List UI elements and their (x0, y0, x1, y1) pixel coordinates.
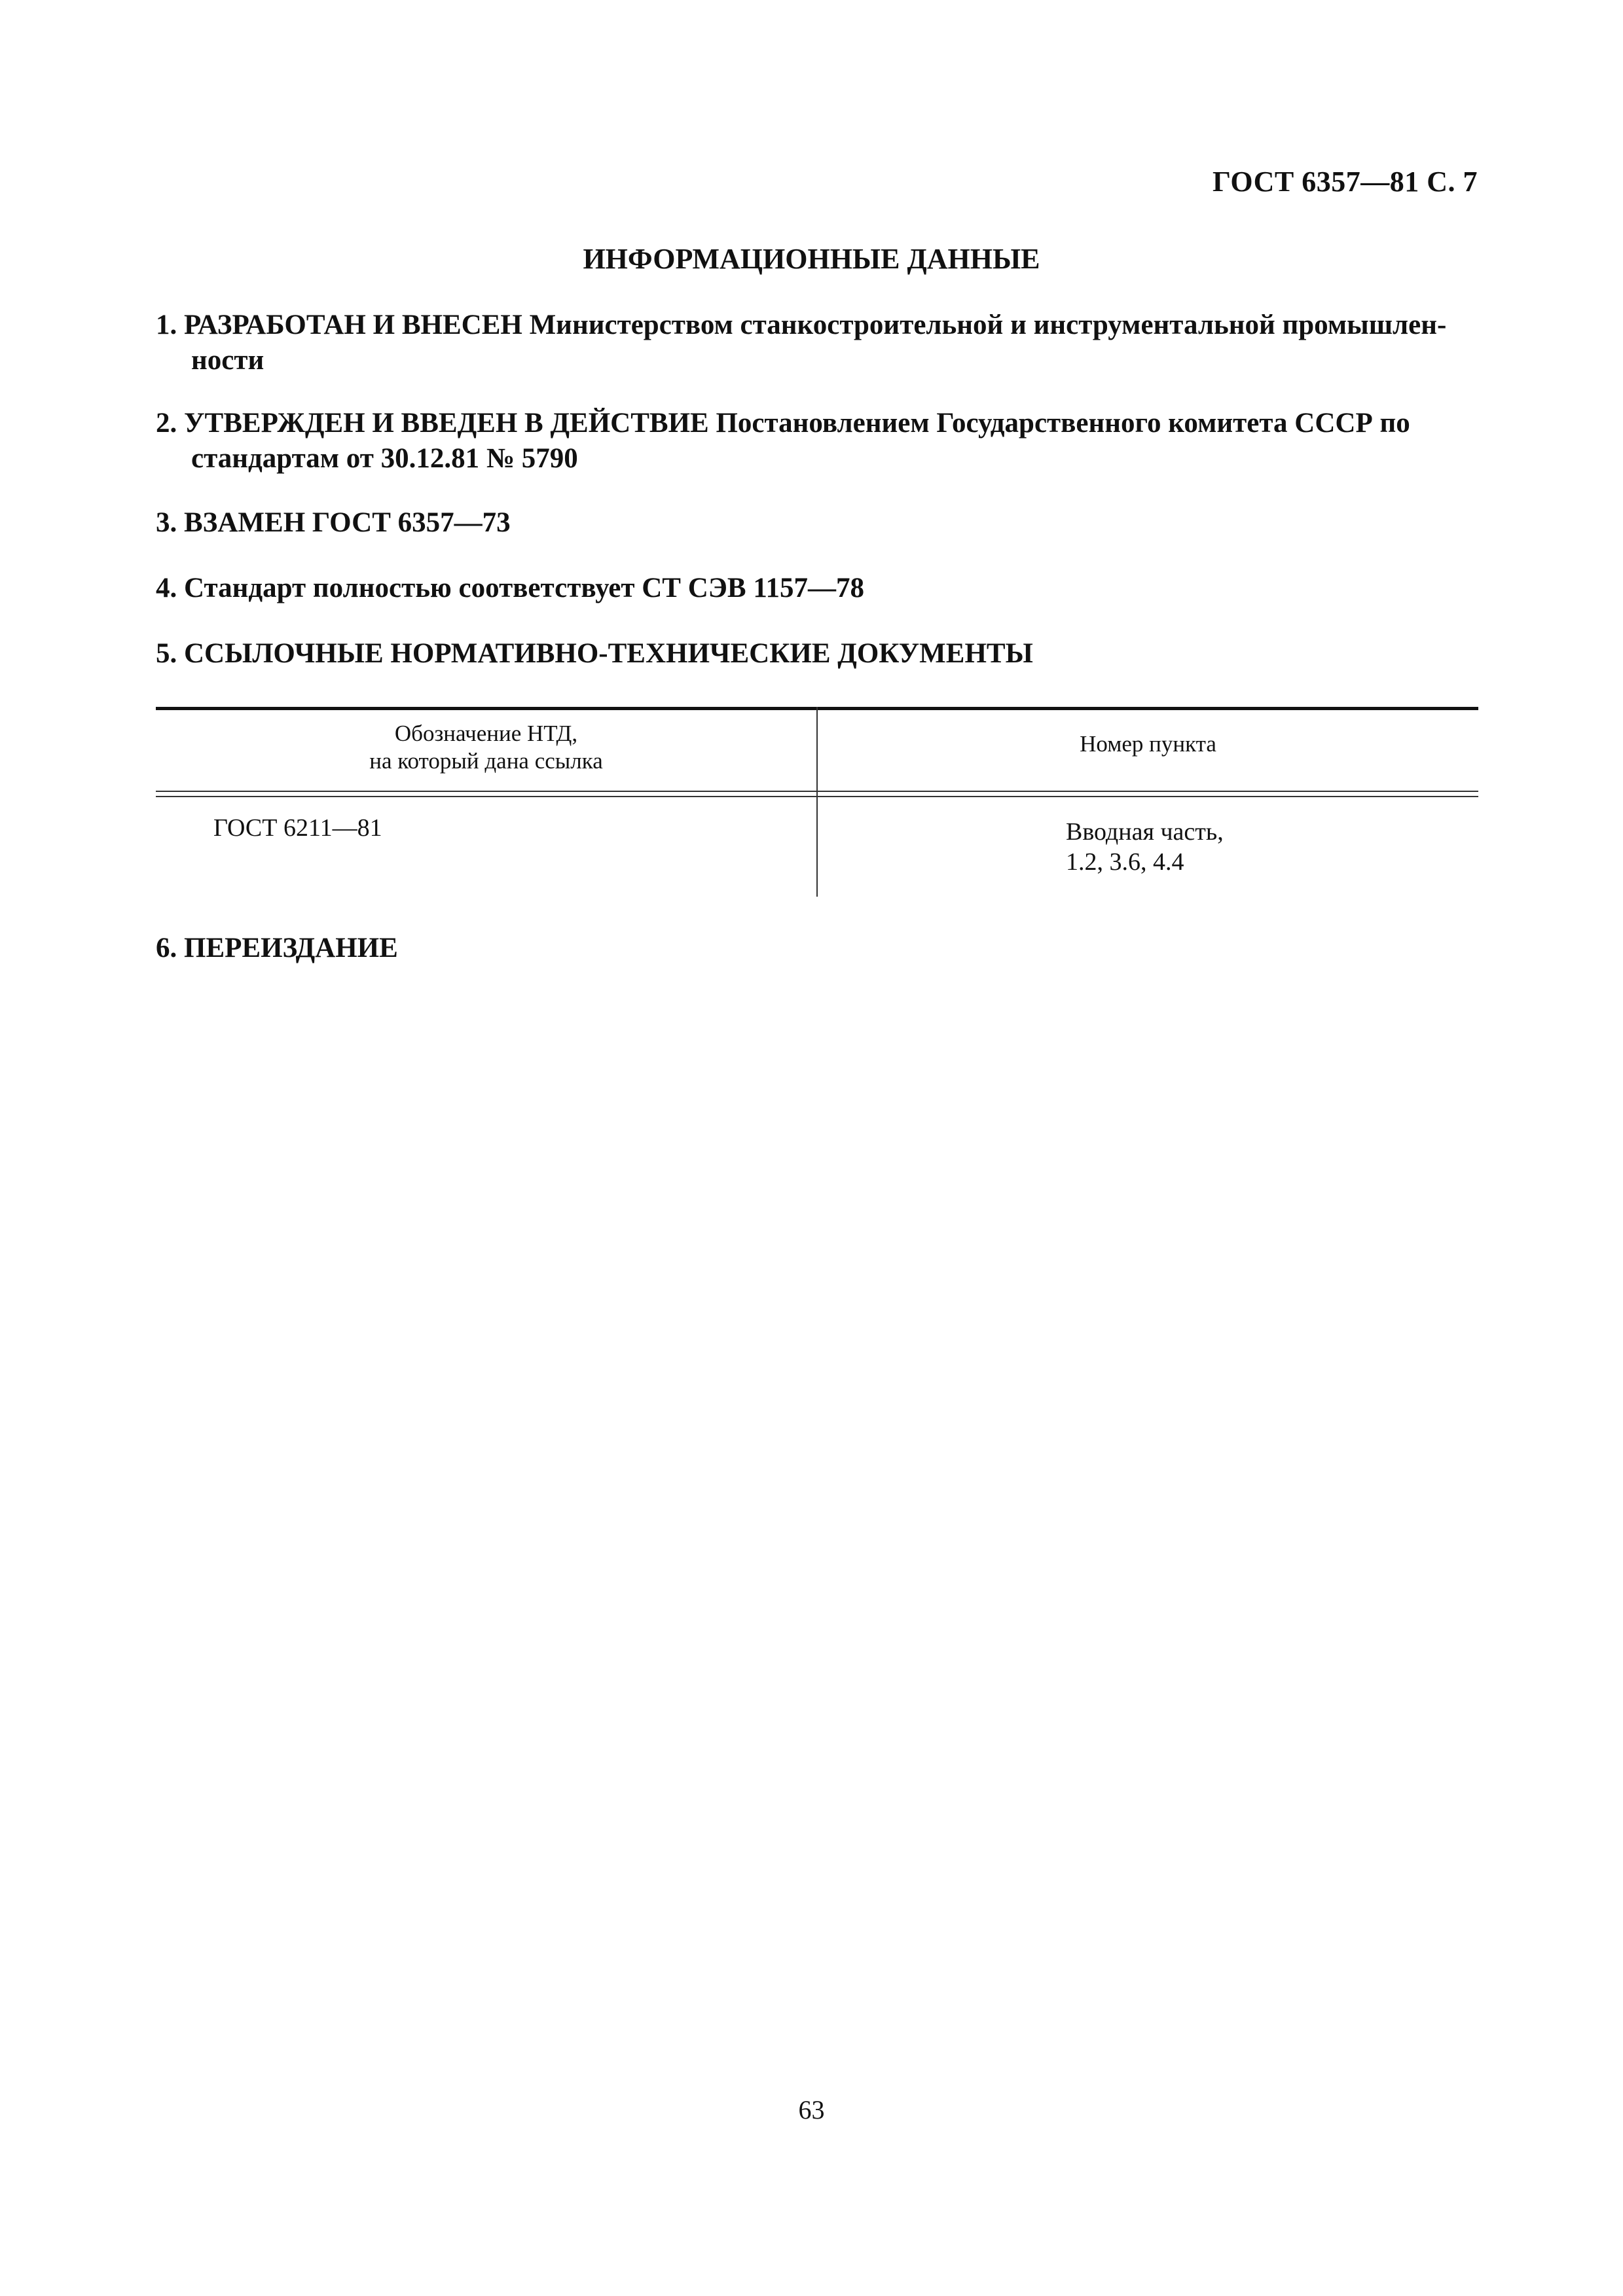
page-title: ИНФОРМАЦИОННЫЕ ДАННЫЕ (583, 243, 1040, 275)
item-text: ПЕРЕИЗДАНИЕ (184, 933, 398, 963)
item-text: ССЫЛОЧНЫЕ НОРМАТИВНО-ТЕХНИЧЕСКИЕ ДОКУМЕНТЫ (184, 638, 1033, 669)
table-header-ntd (156, 720, 816, 775)
item-text: Министерством станкостроительной и инструментальной промышлен- (529, 310, 1447, 340)
item-label: РАЗРАБОТАН И ВНЕСЕН (184, 310, 522, 340)
table-header-line: на который дана ссылка (369, 748, 603, 774)
item-number: 6. (156, 933, 177, 963)
item-text-continued: ности (191, 345, 264, 376)
info-item-5 (156, 636, 1478, 672)
table-header-rule (156, 796, 1478, 797)
reference-documents-table (156, 707, 1478, 897)
info-item-4 (156, 571, 1478, 606)
table-cell-doc: ГОСТ 6211—81 (213, 814, 382, 842)
info-item-3 (156, 505, 1478, 541)
item-number: 5. (156, 638, 177, 669)
item-number: 1. (156, 310, 177, 340)
page-number: 63 (798, 2095, 825, 2125)
item-text: ВЗАМЕН ГОСТ 6357—73 (184, 507, 511, 538)
item-number: 4. (156, 573, 177, 603)
table-header-rule (156, 791, 1478, 792)
table-cell-clause (1066, 817, 1224, 877)
table-header-clause: Номер пункта (1080, 731, 1216, 757)
item-number: 3. (156, 507, 177, 538)
info-item-2 (156, 406, 1478, 476)
table-cell-line: Вводная часть, (1066, 818, 1224, 846)
item-text-continued: стандартам от 30.12.81 № 5790 (191, 443, 578, 474)
info-item-1 (156, 308, 1478, 378)
item-text: Постановлением Государственного комитета СССР по (716, 408, 1410, 439)
item-label: УТВЕРЖДЕН И ВВЕДЕН В ДЕЙСТВИЕ (184, 408, 709, 439)
table-cell-line: 1.2, 3.6, 4.4 (1066, 848, 1184, 876)
info-item-6 (156, 931, 1478, 966)
page-header-code: ГОСТ 6357—81 С. 7 (1212, 166, 1478, 198)
item-number: 2. (156, 408, 177, 439)
item-text: Стандарт полностью соответствует СТ СЭВ 1157—78 (184, 573, 864, 603)
table-header-line: Обозначение НТД, (394, 721, 578, 746)
